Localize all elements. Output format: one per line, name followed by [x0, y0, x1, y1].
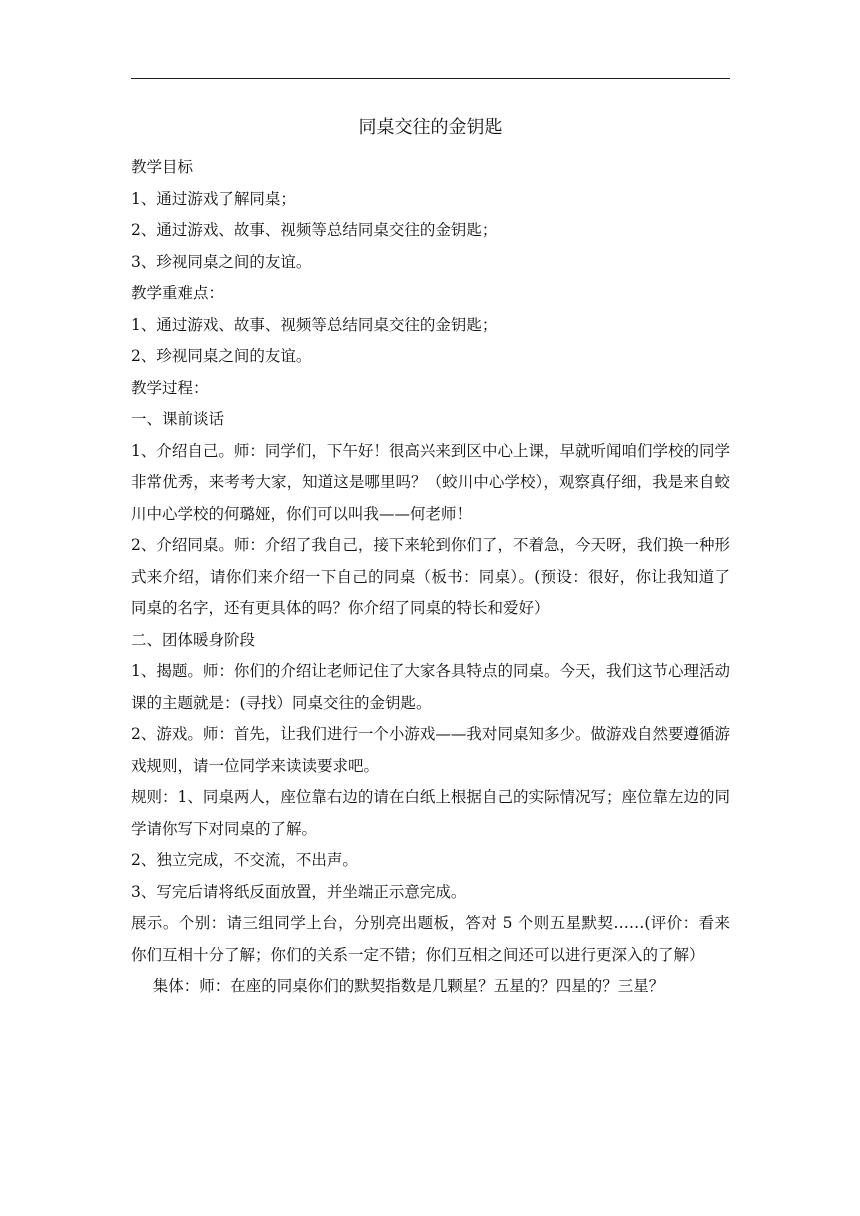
paragraph: 2、介绍同桌。师：介绍了我自己，接下来轮到你们了，不着急，今天呀，我们换一种形式来介绍，请你们来介绍一下自己的同桌（板书：同桌）。(预设：很好，你让我知道了同桌的名字，还有更具体的吗？你介绍了同桌的特长和爱好） — [131, 536, 730, 617]
paragraph: 展示。个别：请三组同学上台，分别亮出题板，答对 5 个则五星默契……(评价：看来你们互相十分了解；你们的关系一定不错；你们互相之间还可以进行更深入的了解） — [131, 914, 730, 964]
paragraph: 2、游戏。师：首先，让我们进行一个小游戏——我对同桌知多少。做游戏自然要遵循游戏规则，请一位同学来读读要求吧。 — [131, 725, 730, 775]
document-title: 同桌交往的金钥匙 — [358, 117, 503, 138]
paragraph: 3、珍视同桌之间的友谊。 — [131, 252, 312, 271]
paragraph: 教学重难点： — [131, 284, 225, 302]
paragraph: 1、揭题。师：你们的介绍让老师记住了大家各具特点的同桌。今天，我们这节心理活动课的主题就是：(寻找）同桌交往的金钥匙。 — [131, 662, 730, 712]
paragraph: 1、通过游戏了解同桌； — [131, 189, 296, 208]
document-body — [131, 152, 730, 1003]
paragraph: 集体：师：在座的同桌你们的默契指数是几颗星？五星的？四星的？三星？ — [152, 977, 665, 995]
paragraph: 二、团体暖身阶段 — [131, 630, 256, 649]
paragraph: 3、写完后请将纸反面放置，并坐端正示意完成。 — [131, 882, 467, 901]
paragraph: 2、珍视同桌之间的友谊。 — [131, 347, 312, 365]
header-rule — [131, 78, 730, 79]
paragraph: 1、介绍自己。师：同学们，下午好！很高兴来到区中心上课，早就听闻咱们学校的同学非常优秀，来考考大家，知道这是哪里吗？（蛟川中心学校），观察真仔细，我是来自蛟川中心学校的何璐娅，你们可以叫我——何老师！ — [131, 441, 730, 523]
paragraph: 1、通过游戏、故事、视频等总结同桌交往的金钥匙； — [131, 315, 498, 334]
paragraph: 2、独立完成，不交流，不出声。 — [131, 851, 358, 869]
paragraph: 教学过程： — [131, 378, 209, 397]
paragraph: 一、课前谈话 — [131, 410, 225, 428]
paragraph: 教学目标 — [131, 158, 194, 176]
paragraph: 2、通过游戏、故事、视频等总结同桌交往的金钥匙； — [131, 221, 498, 239]
paragraph: 规则：1、同桌两人，座位靠右边的请在白纸上根据自己的实际情况写；座位靠左边的同学请你写下对同桌的了解。 — [131, 788, 730, 838]
